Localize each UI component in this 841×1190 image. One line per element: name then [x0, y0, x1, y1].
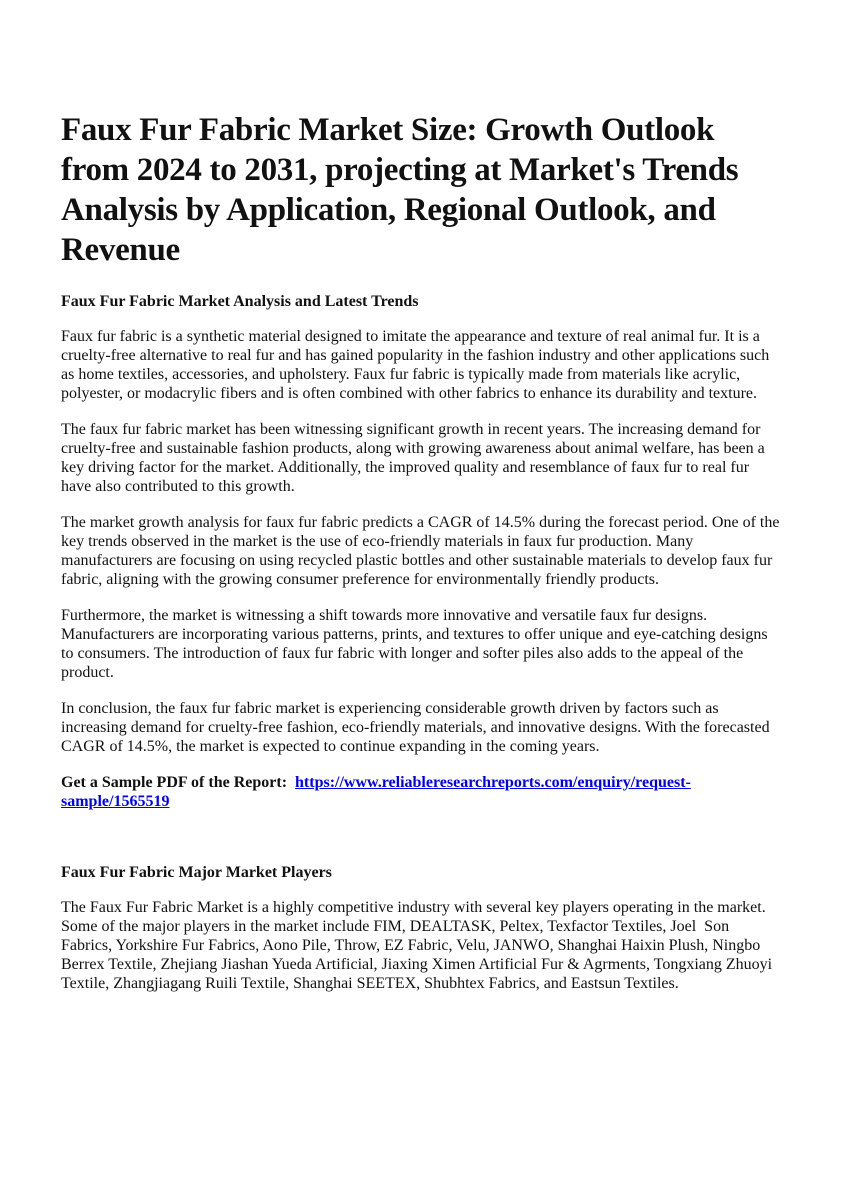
document-title: Faux Fur Fabric Market Size: Growth Outlook from 2024 to 2031, projecting at Market's Trends Analysis by Application, Regional Outlook, and Revenue	[61, 112, 739, 268]
paragraph-designs: Furthermore, the market is witnessing a shift towards more innovative and versatile faux fur designs. Manufacturers are incorporating various patterns, prints, and textures to offer unique and eye-catching designs to consumers. The introduction of faux fur fabric with longer and softer piles also adds to the appeal of the product.	[61, 607, 768, 681]
sample-pdf-link[interactable]: https://www.reliableresearchreports.com/enquiry/request-sample/1565519	[61, 774, 691, 810]
sample-pdf-line	[61, 773, 783, 811]
sample-pdf-label: Get a Sample PDF of the Report:	[61, 774, 288, 791]
paragraph-cagr: The market growth analysis for faux fur fabric predicts a CAGR of 14.5% during the forecast period. One of the key trends observed in the market is the use of eco-friendly materials in faux fur production. Many manufacturers are focusing on using recycled plastic bottles and other sustainable materials to develop faux fur fabric, aligning with the growing consumer preference for environmentally friendly products.	[61, 514, 780, 588]
document-page	[61, 110, 783, 1010]
paragraph-conclusion: In conclusion, the faux fur fabric market is experiencing considerable growth driven by factors such as increasing demand for cruelty-free fashion, eco-friendly materials, and innovative designs. With the forecasted CAGR of 14.5%, the market is expected to continue expanding in the coming years.	[61, 700, 770, 755]
paragraph-players: The Faux Fur Fabric Market is a highly competitive industry with several key players operating in the market. Some of the major players in the market include FIM, DEALTASK, Peltex, Texfactor Textiles, Joel Son Fabrics, Yorkshire Fur Fabrics, Aono Pile, Throw, EZ Fabric, Velu, JANWO, Shanghai Haixin Plush, Ningbo Berrex Textile, Zhejiang Jiashan Yueda Artificial, Jiaxing Ximen Artificial Fur & Agrments, Tongxiang Zhuoyi Textile, Zhangjiagang Ruili Textile, Shanghai SEETEX, Shubhtex Fabrics, and Eastsun Textiles.	[61, 899, 776, 992]
paragraph-intro: Faux fur fabric is a synthetic material designed to imitate the appearance and texture of real animal fur. It is a cruelty-free alternative to real fur and has gained popularity in the fashion industry and other applications such as home textiles, accessories, and upholstery. Faux fur fabric is typically made from materials like acrylic, polyester, or modacrylic fibers and is often combined with other fabrics to enhance its durability and texture.	[61, 328, 770, 402]
section-spacer	[61, 811, 783, 863]
section-heading-players: Faux Fur Fabric Major Market Players	[61, 864, 332, 881]
section-heading-analysis: Faux Fur Fabric Market Analysis and Latest Trends	[61, 293, 419, 310]
paragraph-growth: The faux fur fabric market has been witnessing significant growth in recent years. The increasing demand for cruelty-free and sustainable fashion products, along with growing awareness about animal welfare, has been a key driving factor for the market. Additionally, the improved quality and resemblance of faux fur to real fur have also contributed to this growth.	[61, 421, 765, 495]
